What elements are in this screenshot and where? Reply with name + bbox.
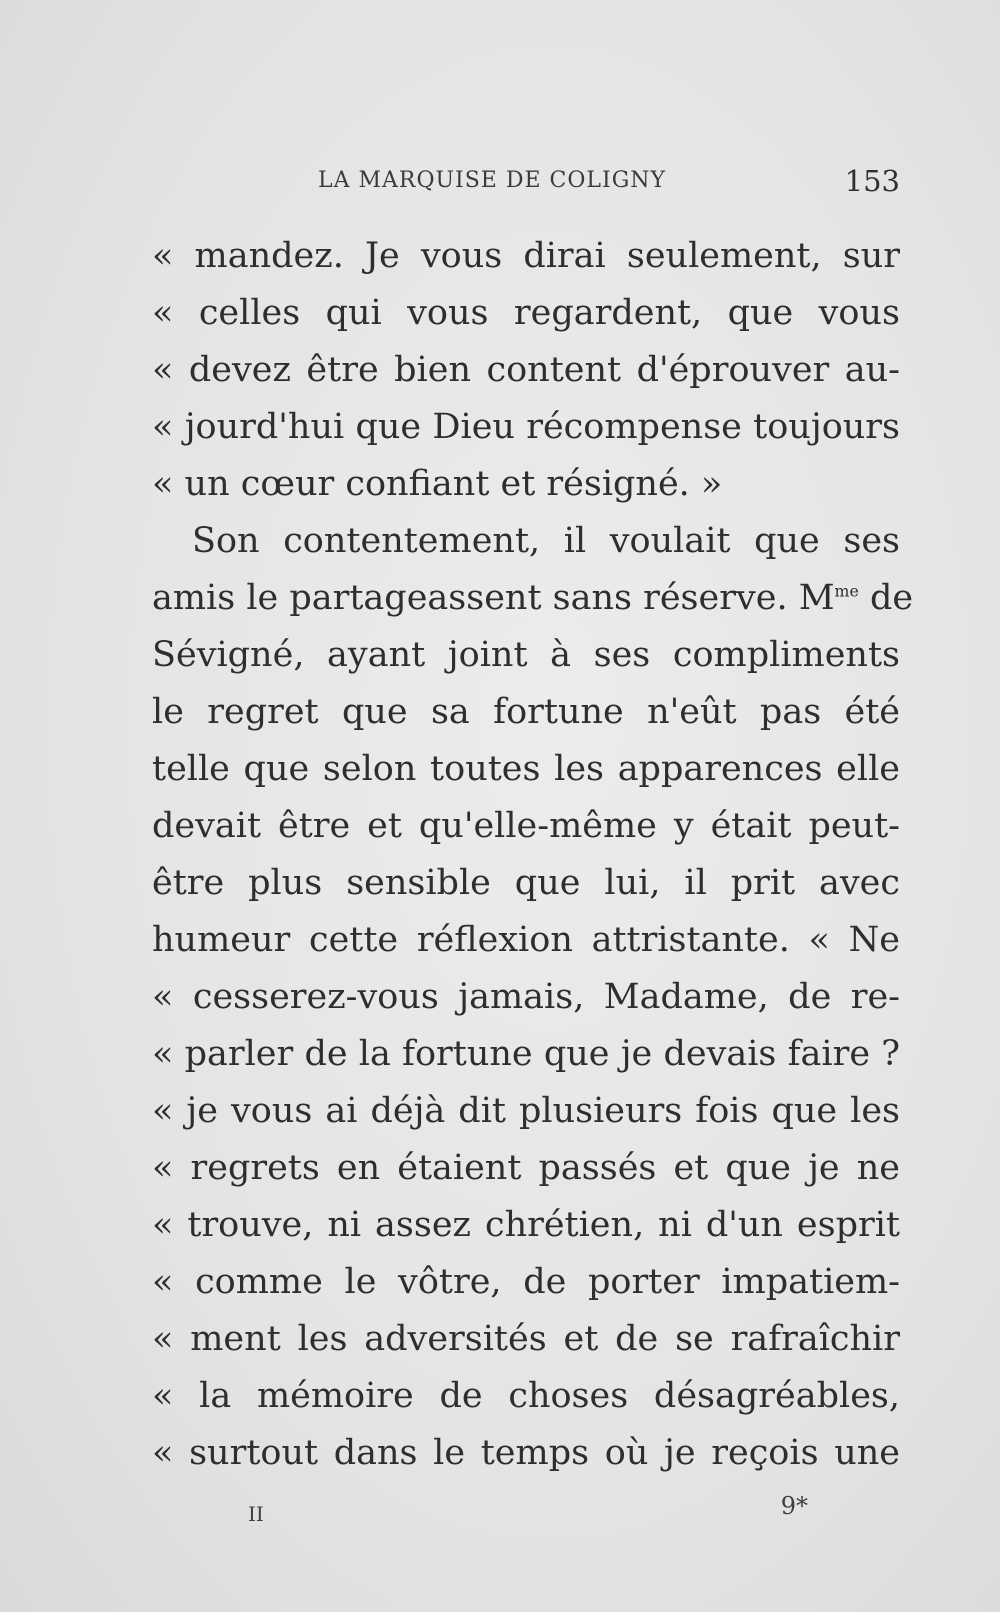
- body-text: [152, 228, 914, 1482]
- text-line: Sévigné, ayant joint à ses compliments: [152, 635, 900, 675]
- page-number: 153: [844, 164, 900, 198]
- page-footer: [248, 1492, 808, 1532]
- text-line: « la mémoire de choses désagréables,: [152, 1376, 900, 1416]
- text-line: « devez être bien content d'éprouver au-: [152, 350, 900, 390]
- text-line: « comme le vôtre, de porter impatiem-: [152, 1262, 900, 1302]
- text-line: « cesserez-vous jamais, Madame, de re-: [152, 977, 900, 1017]
- text-line: « celles qui vous regardent, que vous: [152, 293, 900, 333]
- text-line: amis le partageassent sans réserve. $M^{me}$ de: [152, 578, 914, 618]
- running-head: [150, 164, 900, 204]
- text-line: « trouve, ni assez chrétien, ni d'un esprit: [152, 1205, 900, 1245]
- text-line: « parler de la fortune que je devais faire ?: [152, 1034, 900, 1074]
- text-line: « regrets en étaient passés et que je ne: [152, 1148, 900, 1188]
- text-line: « un cœur confiant et résigné. »: [152, 464, 723, 504]
- paragraph-start-line: Son contentement, il voulait que ses: [192, 521, 900, 561]
- text-line: « mandez. Je vous dirai seulement, sur: [152, 236, 900, 276]
- signature-mark-volume: II: [248, 1502, 264, 1526]
- running-title: LA MARQUISE DE COLIGNY: [318, 168, 667, 193]
- text-line: le regret que sa fortune n'eût pas été: [152, 692, 900, 732]
- text-line: « surtout dans le temps où je reçois une: [152, 1433, 900, 1473]
- text-line: telle que selon toutes les apparences elle: [152, 749, 900, 789]
- text-line: être plus sensible que lui, il prit avec: [152, 863, 900, 903]
- text-line: humeur cette réflexion attristante. « Ne: [152, 920, 900, 960]
- text-line: « ment les adversités et de se rafraîchir: [152, 1319, 900, 1359]
- text-line: devait être et qu'elle-même y était peut-: [152, 806, 900, 846]
- text-line: « jourd'hui que Dieu récompense toujours: [152, 407, 900, 447]
- text-line: « je vous ai déjà dit plusieurs fois que les: [152, 1091, 900, 1131]
- signature-mark-gathering: 9*: [780, 1492, 808, 1520]
